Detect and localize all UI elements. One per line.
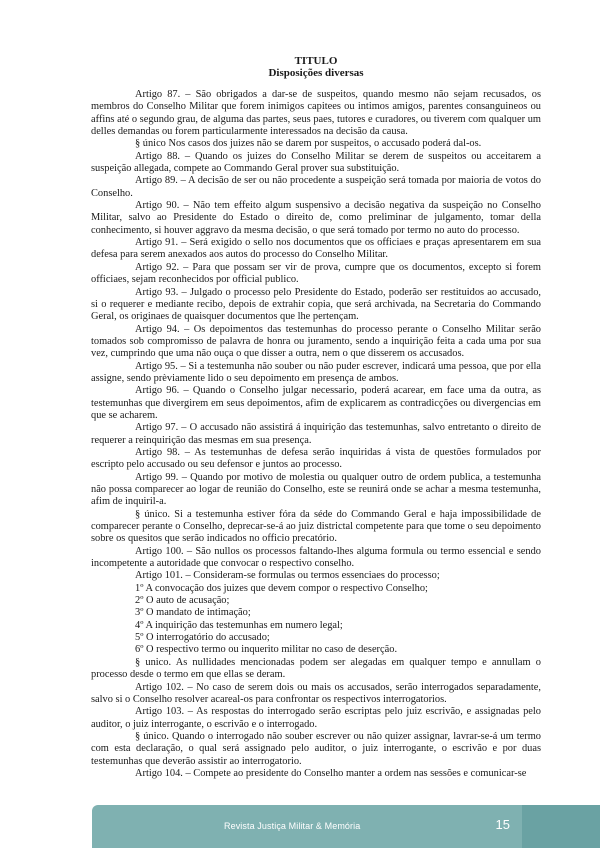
list-item: 1º A convocação dos juizes que devem compor o respectivo Conselho; xyxy=(135,582,428,594)
list-item: 3º O mandato de intimação; xyxy=(135,607,251,619)
list-item: 5º O interrogatório do accusado; xyxy=(135,632,270,644)
paragraph: Artigo 100. – São nullos os processos faltando-lhes alguma formula ou termo essencial e sendo incompetente a autoridade que convocar o respectivo conselho. xyxy=(91,545,541,570)
section-title: TITULO xyxy=(294,55,338,67)
paragraph: Artigo 99. – Quando por motivo de molestia ou qualquer outro de ordem publica, a testemunha não possa comparecer ao logar de reunião do Conselho, este se reunirá onde se achar a mesma testemunha, afim de inquiril-a. xyxy=(91,471,541,508)
section-subtitle: Disposições diversas xyxy=(268,67,364,79)
paragraph: Artigo 95. – Si a testemunha não souber ou não puder escrever, indicará uma pessoa, que por ella assigne, sendo prèviamente lido o seu depoimento em presença de ambos. xyxy=(91,360,541,384)
paragraph: Artigo 92. – Para que possam ser vir de prova, cumpre que os documentos, excepto si forem officiaes, sejam reconhecidos por official publico. xyxy=(91,261,541,286)
page-number: 15 xyxy=(495,817,510,832)
list-item: 6º O respectivo termo ou inquerito militar no caso de deserção. xyxy=(135,644,398,656)
paragraph: Artigo 103. – As respostas do interrogado serão escriptas pelo juiz escrivão, e assignadas pelo auditor, o juiz interrogante, o escrivão e o interrogado. xyxy=(91,706,541,730)
body-text xyxy=(91,89,541,780)
page-footer xyxy=(92,805,600,848)
paragraph: Artigo 102. – No caso de serem dois ou mais os accusados, serão interrogados separadamente, salvo si o Conselho resolver acareal-os para confrontar os respectivos interrogatorios. xyxy=(91,681,541,705)
paragraph: Artigo 101. – Consideram-se formulas ou termos essenciaes do processo; xyxy=(135,570,440,582)
paragraph: § único Nos casos dos juizes não se darem por suspeitos, o accusado poderá dal-os. xyxy=(135,138,482,150)
paragraph: Artigo 88. – Quando os juizes do Conselho Militar se derem de suspeitos ou acceitarem a suspeição allegada, compete ao Commando Geral prover sua substituição. xyxy=(91,150,541,175)
footer-accent-band xyxy=(522,805,600,848)
paragraph: Artigo 97. – O accusado não assistirá á inquirição das testemunhas, salvo entretanto o direito de requerer a reinquirição das mesmas em sua presença. xyxy=(91,422,541,446)
paragraph: Artigo 98. – As testemunhas de defesa serão inquiridas á vista de questões formulados por escripto pelo accusado ou seu defensor e juntos ao processo. xyxy=(91,446,541,471)
paragraph: Artigo 96. – Quando o Conselho julgar necessario, poderá acarear, em face uma da outra, as testemunhas que divergirem em seus depoimentos, afim de explicarem as contradicções ou divergencias em que se acharem. xyxy=(91,385,541,421)
list-item: 2º O auto de acusação; xyxy=(135,595,230,607)
list-item: 4º A inquirição das testemunhas em numero legal; xyxy=(135,619,343,631)
paragraph: § único. Si a testemunha estiver fóra da séde do Commando Geral e haja impossibilidade de comparecer perante o Conselho, deprecar-se-á ao juiz districtal competente para que tome o seu depoimento sobre os quesitos que serão indicados no officio precatório. xyxy=(91,508,541,545)
paragraph: Artigo 94. – Os depoimentos das testemunhas do processo perante o Conselho Militar serão tomados sob compromisso de palavra de honra ou juramento, sendo a inquirição feita a cada uma por sua vez, cumprindo que uma não ouça o que disser a outra, nem o que disserem os accusados. xyxy=(91,323,541,360)
paragraph: Artigo 89. – A decisão de ser ou não procedente a suspeição será tomada por maioria de votos do Conselho. xyxy=(91,175,541,199)
paragraph: Artigo 104. – Compete ao presidente do Conselho manter a ordem nas sessões e comunicar-se xyxy=(135,767,527,779)
journal-title: Revista Justiça Militar & Memória xyxy=(224,821,361,831)
paragraph: Artigo 90. – Não tem effeito algum suspensivo a decisão negativa da suspeição no Conselho Militar, salvo ao Presidente do Estado o direito de, como preliminar de julgamento, tomar della conhecimento, si houver aggravo da mesma decisão, o que será tomado por termo no auto do processo. xyxy=(91,200,541,236)
paragraph: Artigo 87. – São obrigados a dar-se de suspeitos, quando mesmo não sejam recusados, os membros do Conselho Militar que forem inimigos capitees ou intimos amigos, parentes consanguineos ou affins até o segundo grau, de alguma das partes, seus paes, tutores e curadores, ou tiverem com qualquer um delles demandas ou forem particularmente interessados na decisão da causa. xyxy=(91,89,541,138)
page-text xyxy=(91,55,541,780)
paragraph: Artigo 91. – Será exigido o sello nos documentos que os officiaes e praças apresentarem em sua defesa para serem anexados aos autos do processo do Conselho Militar. xyxy=(91,237,541,261)
paragraph: § unico. As nullidades mencionadas podem ser alegadas em qualquer tempo e annullam o processo desde o termo em que ellas se deram. xyxy=(91,656,541,681)
paragraph: Artigo 93. – Julgado o processo pelo Presidente do Estado, poderão ser restituidos ao accusado, si o requerer e mediante recibo, depois de extrahir copia, que será archivada, na Secretaria do Commando Geral, os originaes de quaisquer documentos que lhe pertençam. xyxy=(91,286,541,323)
paragraph: § único. Quando o interrogado não souber escrever ou não quizer assignar, lavrar-se-á um termo com esta declaração, o qual será assignado pelo auditor, o juiz interrogante, o escrivão e por duas testemunhas que deverão assistir ao interrogatorio. xyxy=(91,730,541,767)
